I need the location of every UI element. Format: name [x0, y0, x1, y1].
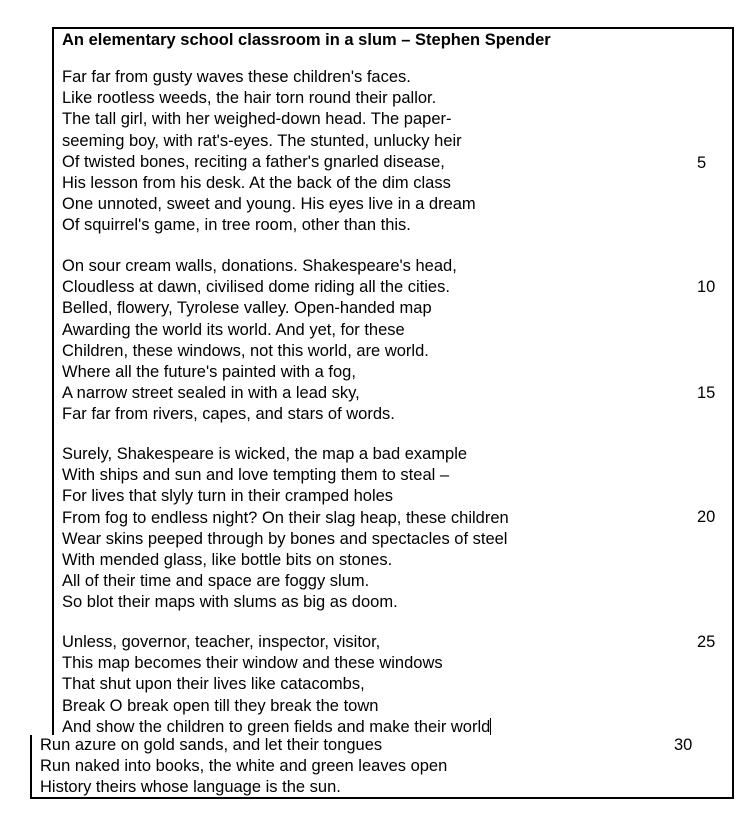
poem-line: So blot their maps with slums as big as doom. — [62, 593, 398, 612]
line-number: 10 — [697, 278, 716, 296]
poem-line: seeming boy, with rat's-eyes. The stunted, unlucky heir — [62, 131, 462, 150]
line-number: 30 — [674, 736, 693, 754]
poem-line: The tall girl, with her weighed-down head. The paper- — [62, 110, 452, 129]
line-number: 5 — [697, 154, 707, 172]
poem-line: With ships and sun and love tempting them to steal – — [62, 466, 450, 485]
poem-line: Of squirrel's game, in tree room, other than this. — [62, 216, 411, 235]
poem-line: Of twisted bones, reciting a father's gnarled disease, — [62, 152, 445, 171]
poem-line: Break O break open till they break the town — [62, 696, 379, 715]
poem-line: Awarding the world its world. And yet, for these — [62, 320, 405, 339]
poem-title: An elementary school classroom in a slum – Stephen Spender — [62, 31, 551, 49]
poem-line: Belled, flowery, Tyrolese valley. Open-handed map — [62, 299, 432, 318]
poem-line: His lesson from his desk. At the back of the dim class — [62, 173, 451, 192]
line-number: 20 — [697, 508, 716, 526]
poem-line: Where all the future's painted with a fog, — [62, 362, 356, 381]
poem-line: On sour cream walls, donations. Shakespeare's head, — [62, 257, 457, 275]
poem-line: Run azure on gold sands, and let their tongues — [40, 736, 383, 754]
poem-line-text: And show the children to green fields and make their world — [62, 717, 491, 736]
poem-line: One unnoted, sweet and young. His eyes live in a dream — [62, 195, 476, 214]
line-number: 15 — [697, 384, 716, 402]
poem-line: Far far from rivers, capes, and stars of words. — [62, 405, 395, 424]
text-cursor — [490, 718, 491, 735]
stanza-2 — [62, 256, 457, 426]
poem-line: Cloudless at dawn, civilised dome riding all the cities. — [62, 278, 450, 297]
poem-line: A narrow street sealed in with a lead sky, — [62, 384, 360, 403]
poem-line: Surely, Shakespeare is wicked, the map a bad example — [62, 445, 468, 463]
poem-line: All of their time and space are foggy slum. — [62, 572, 370, 591]
poem-line: Children, these windows, not this world, are world. — [62, 341, 429, 360]
stanza-4 — [62, 632, 491, 738]
poem-line: From fog to endless night? On their slag heap, these children — [62, 508, 509, 527]
poem-line: Like rootless weeds, the hair torn round their pallor. — [62, 89, 437, 108]
poem-line: This map becomes their window and these windows — [62, 654, 443, 673]
poem-line: With mended glass, like bottle bits on stones. — [62, 550, 393, 569]
poem-line: History theirs whose language is the sun. — [40, 778, 341, 797]
poem-line: Wear skins peeped through by bones and spectacles of steel — [62, 529, 508, 548]
stanza-3 — [62, 444, 509, 614]
stanza-tail — [40, 735, 447, 799]
poem-line: Run naked into books, the white and green leaves open — [40, 757, 448, 776]
poem-line: That shut upon their lives like catacombs, — [62, 675, 365, 694]
stanza-1 — [62, 67, 476, 237]
poem-line: Unless, governor, teacher, inspector, visitor, — [62, 633, 381, 651]
line-number: 25 — [697, 633, 716, 651]
poem-line: For lives that slyly turn in their cramped holes — [62, 487, 394, 506]
poem-line: Far far from gusty waves these children's faces. — [62, 68, 411, 86]
